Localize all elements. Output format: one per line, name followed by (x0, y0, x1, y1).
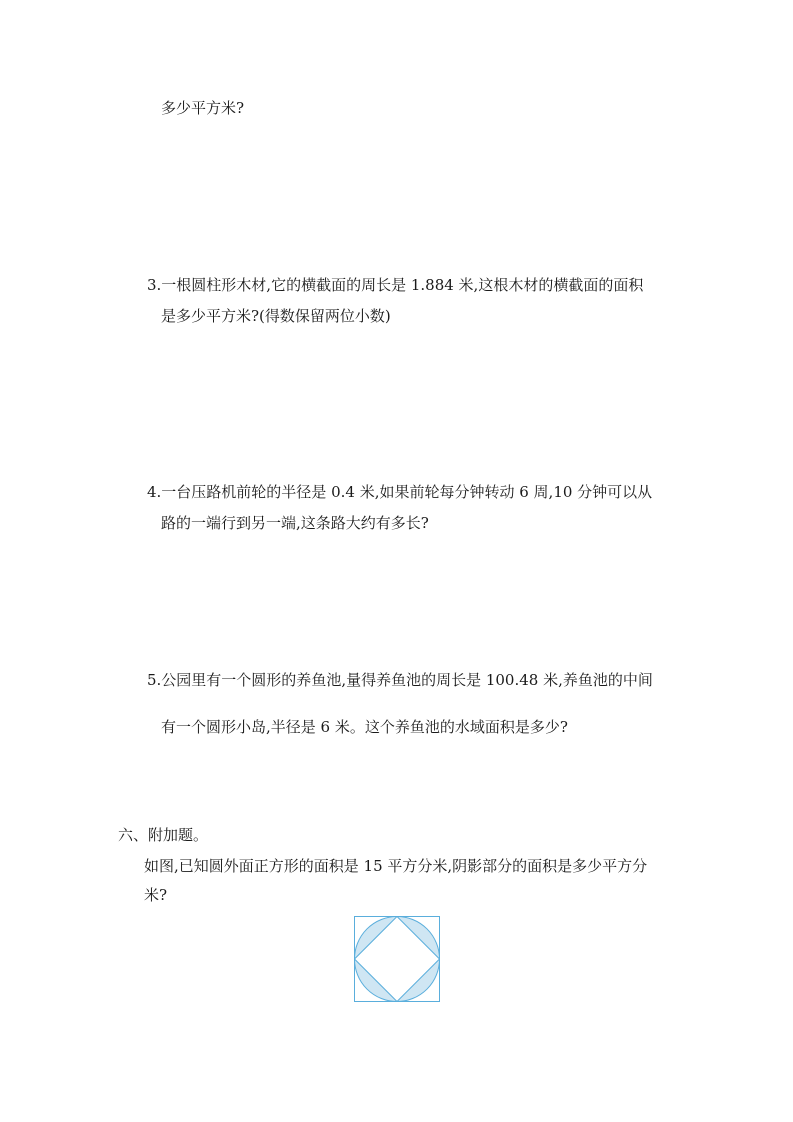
section6-heading: 六、附加题。 (118, 826, 209, 844)
q5-text-line2: 有一个圆形小岛,半径是 6 米。这个养鱼池的水域面积是多少? (161, 718, 568, 736)
q3-text-line1: 3.一根圆柱形木材,它的横截面的周长是 1.884 米,这根木材的横截面的面积 (147, 276, 644, 294)
q3-text-line2: 是多少平方米?(得数保留两位小数) (161, 307, 391, 325)
section6-text-line2: 米? (144, 886, 168, 904)
q2-continuation: 多少平方米? (161, 99, 245, 117)
q4-text-line1: 4.一台压路机前轮的半径是 0.4 米,如果前轮每分钟转动 6 周,10 分钟可以从 (147, 483, 653, 501)
q4-text-line2: 路的一端行到另一端,这条路大约有多长? (161, 514, 429, 532)
section6-text-line1: 如图,已知圆外面正方形的面积是 15 平方分米,阴影部分的面积是多少平方分 (144, 857, 648, 875)
q5-text-line1: 5.公园里有一个圆形的养鱼池,量得养鱼池的周长是 100.48 米,养鱼池的中间 (147, 671, 653, 689)
square-circle-figure (354, 916, 440, 1002)
